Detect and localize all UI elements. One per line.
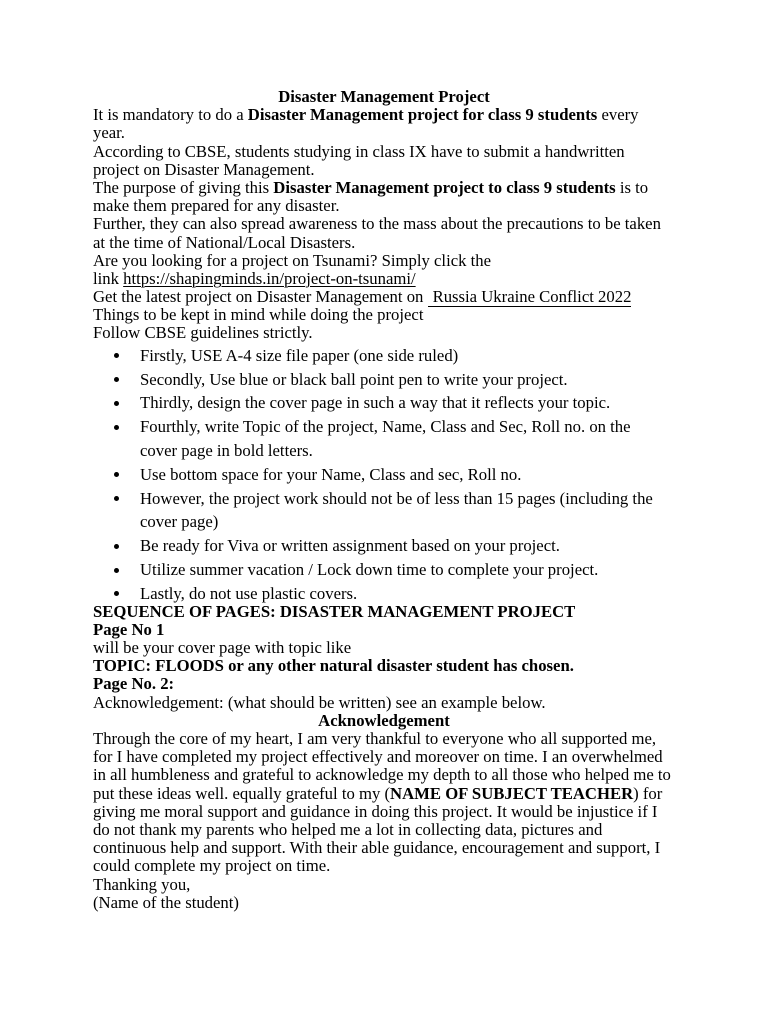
acknowledgement-text: could complete my project on time.	[93, 856, 331, 876]
bullet-icon	[114, 496, 119, 501]
intro-text: every	[597, 105, 639, 125]
page2-label: Page No. 2:	[93, 674, 175, 694]
page1-text: will be your cover page with topic like	[93, 638, 352, 658]
guideline-text: However, the project work should not be of less than 15 pages (including the	[140, 488, 653, 508]
guideline-item	[93, 487, 713, 535]
acknowledgement-line	[93, 839, 713, 857]
intro-line	[93, 179, 713, 197]
guideline-item	[93, 415, 713, 463]
guideline-text-continued: cover page in bold letters.	[140, 441, 313, 460]
intro-line	[93, 106, 713, 124]
guideline-text: Secondly, Use blue or black ball point pen to write your project.	[140, 369, 568, 389]
intro-text: Further, they can also spread awareness to the mass about the precautions to be taken	[93, 214, 661, 234]
guideline-item	[93, 368, 713, 392]
intro-line	[93, 234, 713, 252]
guideline-item	[93, 391, 713, 415]
page2-text: Acknowledgement: (what should be written) see an example below.	[93, 692, 546, 712]
acknowledgement-line	[93, 785, 713, 803]
subject-teacher-placeholder: NAME OF SUBJECT TEACHER	[390, 783, 634, 803]
intro-line	[93, 288, 713, 306]
guideline-item	[93, 463, 713, 487]
intro-line	[93, 306, 713, 324]
intro-line	[93, 143, 713, 161]
guideline-text: Use bottom space for your Name, Class and sec, Roll no.	[140, 464, 522, 484]
guideline-text: Be ready for Viva or written assignment based on your project.	[140, 536, 560, 556]
intro-text: link	[93, 268, 124, 288]
guideline-item	[93, 582, 713, 606]
intro-line	[93, 324, 713, 342]
guideline-text-continued: cover page)	[140, 512, 219, 532]
intro-line	[93, 161, 713, 179]
page1-topic: TOPIC: FLOODS or any other natural disaster student has chosen.	[93, 656, 574, 676]
acknowledgement-line	[93, 730, 713, 748]
acknowledgement-heading: Acknowledgement	[318, 710, 450, 730]
acknowledgement-line	[93, 766, 713, 784]
bullet-icon	[114, 425, 119, 430]
guideline-item	[93, 344, 713, 368]
intro-text: at the time of National/Local Disasters.	[93, 232, 356, 252]
intro-line	[93, 270, 713, 288]
guideline-text: Lastly, do not use plastic covers.	[140, 583, 358, 603]
bullet-icon	[114, 591, 119, 596]
acknowledgement-line	[93, 748, 713, 766]
intro-text: The purpose of giving this	[93, 177, 274, 197]
page1-label: Page No 1	[93, 619, 165, 639]
intro-text: is to	[615, 177, 649, 197]
document-page	[93, 88, 713, 912]
intro-text: Follow CBSE guidelines strictly.	[93, 323, 313, 343]
tsunami-project-link[interactable]: https://shapingminds.in/project-on-tsunami/	[123, 268, 416, 288]
intro-text: It is mandatory to do a	[93, 105, 248, 125]
acknowledgement-text: in all humbleness and grateful to acknowledge my depth to all those who helped me to	[93, 765, 671, 785]
bullet-icon	[114, 472, 119, 477]
intro-text: year.	[93, 123, 125, 143]
intro-bold-text: Disaster Management project for class 9 students	[247, 105, 598, 125]
intro-text: Things to be kept in mind while doing the project	[93, 305, 424, 325]
intro-text: make them prepared for any disaster.	[93, 196, 340, 216]
intro-text: Are you looking for a project on Tsunami? Simply click the	[93, 250, 492, 270]
student-name-placeholder: (Name of the student)	[93, 892, 239, 912]
closing-text: Thanking you,	[93, 874, 191, 894]
guideline-text: Fourthly, write Topic of the project, Name, Class and Sec, Roll no. on the	[140, 417, 631, 437]
bullet-icon	[114, 568, 119, 573]
guideline-text: Firstly, USE A-4 size file paper (one side ruled)	[140, 345, 459, 365]
intro-bold-text: Disaster Management project to class 9 students	[273, 177, 616, 197]
intro-text: project on Disaster Management.	[93, 159, 315, 179]
intro-line	[93, 252, 713, 270]
intro-line	[93, 124, 713, 142]
guideline-text: Utilize summer vacation / Lock down time to complete your project.	[140, 559, 599, 579]
bullet-icon	[114, 401, 119, 406]
guideline-item	[93, 558, 713, 582]
intro-line	[93, 215, 713, 233]
bullet-icon	[114, 377, 119, 382]
guideline-text: Thirdly, design the cover page in such a way that it reflects your topic.	[140, 393, 611, 413]
document-title: Disaster Management Project	[278, 87, 490, 106]
acknowledgement-text: put these ideas well. equally grateful to my (	[93, 783, 391, 803]
acknowledgement-text: Through the core of my heart, I am very thankful to everyone who all supported me,	[93, 729, 657, 748]
guideline-item	[93, 534, 713, 558]
acknowledgement-text: giving me moral support and guidance in doing this project. It would be injustice if I	[93, 801, 658, 821]
acknowledgement-text: do not thank my parents who helped me a lot in collecting data, pictures and	[93, 819, 603, 839]
bullet-icon	[114, 544, 119, 549]
acknowledgement-text: for I have completed my project effectively and moreover on time. I an overwhelmed	[93, 747, 663, 767]
acknowledgement-text: continuous help and support. With their able guidance, encouragement and support, I	[93, 838, 661, 858]
intro-text: Get the latest project on Disaster Management on	[93, 287, 428, 307]
russia-ukraine-conflict-link[interactable]: Russia Ukraine Conflict 2022	[428, 287, 632, 307]
guidelines-list	[93, 344, 713, 606]
acknowledgement-line	[93, 803, 713, 821]
bullet-icon	[114, 353, 119, 358]
acknowledgement-text: ) for	[633, 783, 663, 803]
intro-line	[93, 197, 713, 215]
sequence-heading: SEQUENCE OF PAGES: DISASTER MANAGEMENT PROJECT	[93, 601, 576, 621]
acknowledgement-line	[93, 821, 713, 839]
acknowledgement-line	[93, 857, 713, 875]
intro-text: According to CBSE, students studying in class IX have to submit a handwritten	[93, 141, 625, 161]
